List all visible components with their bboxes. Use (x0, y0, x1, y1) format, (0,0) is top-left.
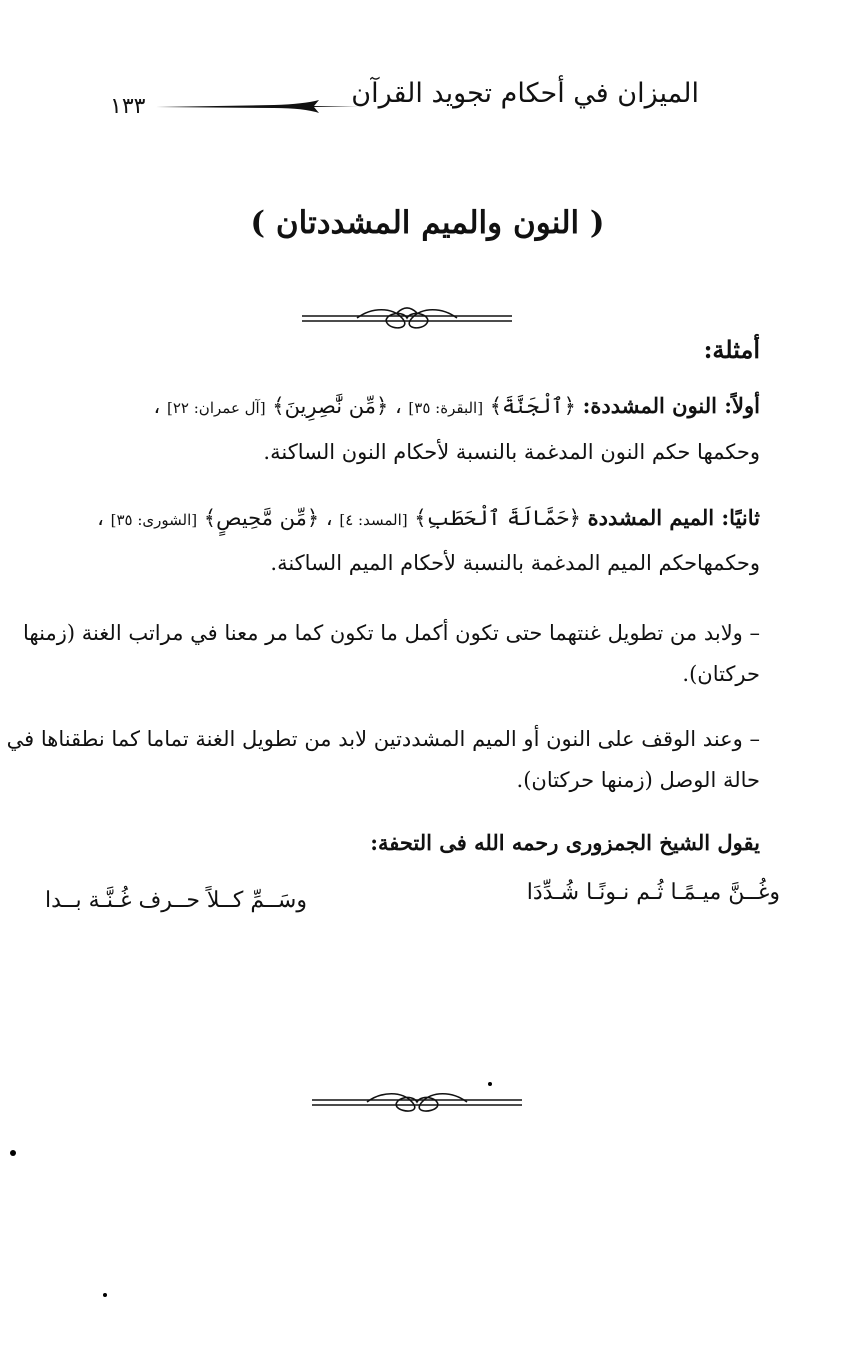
quran-word: ﴿حَمَّالَةَ ٱلْحَطَبِ﴾ (414, 506, 581, 530)
chapter-title: ( النون والميم المشددتان ) (250, 205, 605, 241)
first-example-label: أولاً: النون المشددة: (582, 393, 760, 418)
quote-intro: يقول الشيخ الجمزورى رحمه الله فى التحفة: (370, 830, 760, 855)
closing-ornament (312, 1087, 522, 1113)
section-label: أمثلة: (703, 335, 760, 364)
quran-word: ﴿مِّن نَّٰصِرِينَ﴾ (272, 394, 389, 418)
running-header-title: الميزان في أحكام تجويد القرآن (351, 78, 699, 109)
quran-word: ﴿مِّن مَّحِيصٍ﴾ (203, 506, 320, 530)
verse-reference: [المسد: ٤] (339, 511, 408, 529)
divider-ornament (302, 305, 512, 331)
second-rule-text: وحكمهاحكم الميم المدغمة بالنسبة لأحكام الميم الساكنة. (270, 551, 760, 575)
second-example-label: ثانيًا: الميم المشددة (587, 505, 760, 530)
scan-speck (103, 1293, 107, 1297)
note-paragraph-1: – ولابد من تطويل غنتهما حتى تكون أكمل ما تكون كما مر معنا في مراتب الغنة (زمنها حركتان). (23, 621, 760, 686)
first-rule-text: وحكمها حكم النون المدغمة بالنسبة لأحكام النون الساكنة. (263, 440, 760, 464)
scan-speck (488, 1082, 492, 1086)
separator: ، (394, 394, 402, 418)
first-example-line (0, 393, 760, 418)
page-number: ١٣٣ (110, 94, 146, 119)
separator: ، (97, 506, 104, 530)
verse-first-hemistich: وغُــنَّ ميـمًـا ثُـم نـونًـا شُـدِّدَا (526, 880, 780, 905)
verse-reference: [آل عمران: ٢٢] (167, 399, 266, 417)
note-paragraph-2: – وعند الوقف على النون أو الميم المشددتين لابد من تطويل الغنة تماما كما نطقناها في حالة الوصل (زمنها حركتان). (6, 727, 760, 792)
scan-speck (10, 1150, 16, 1156)
header-rule-ornament (154, 96, 359, 116)
separator: ، (153, 394, 161, 418)
second-example-line (0, 505, 760, 530)
verse-reference: [البقرة: ٣٥] (408, 399, 484, 417)
verse-second-hemistich: وسَــمِّ كــلاً حــرف غُـنَّـة بــدا (45, 888, 307, 913)
separator: ، (325, 506, 333, 530)
verse-reference: [الشورى: ٣٥] (110, 511, 198, 529)
quran-word: ﴿ٱلْجَنَّةَ﴾ (489, 394, 576, 418)
